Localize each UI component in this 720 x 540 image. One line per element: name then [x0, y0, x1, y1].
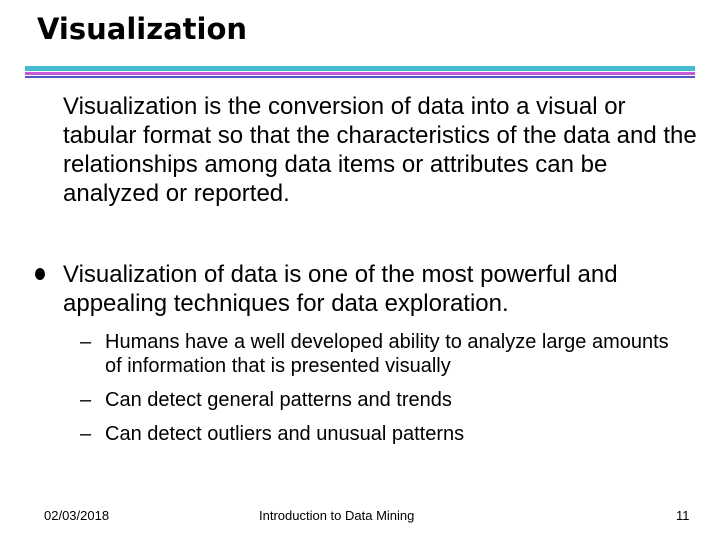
footer-date: 02/03/2018 [44, 508, 110, 523]
sub-bullet-item [80, 388, 690, 412]
definition-paragraph: Visualization is the conversion of data into a visual or tabular format so that the characteristics of the data and the relationships among data items or attributes can be analyzed or reported. [63, 93, 697, 207]
sub-bullet-item [80, 330, 690, 378]
sub-bullet-text: Can detect outliers and unusual patterns [105, 423, 465, 445]
dash-icon: – [80, 423, 92, 445]
sub-bullet-item [80, 422, 690, 446]
title-divider-magenta [25, 72, 695, 75]
title-divider-blue [25, 76, 695, 78]
sub-bullet-text: Can detect general patterns and trends [105, 389, 452, 411]
footer-page-number: 11 [676, 508, 690, 523]
bullet-dot-icon [35, 268, 45, 280]
title-divider-cyan [25, 66, 695, 71]
main-bullet-text: Visualization of data is one of the most powerful and appealing techniques for data exploration. [63, 261, 618, 317]
sub-bullet-text: Humans have a well developed ability to analyze large amounts of information that is presented visually [105, 331, 669, 377]
sub-bullet-list [80, 330, 690, 456]
slide-title: Visualization [37, 12, 248, 46]
dash-icon: – [80, 331, 92, 353]
dash-icon: – [80, 389, 92, 411]
footer-course-title: Introduction to Data Mining [259, 508, 415, 523]
